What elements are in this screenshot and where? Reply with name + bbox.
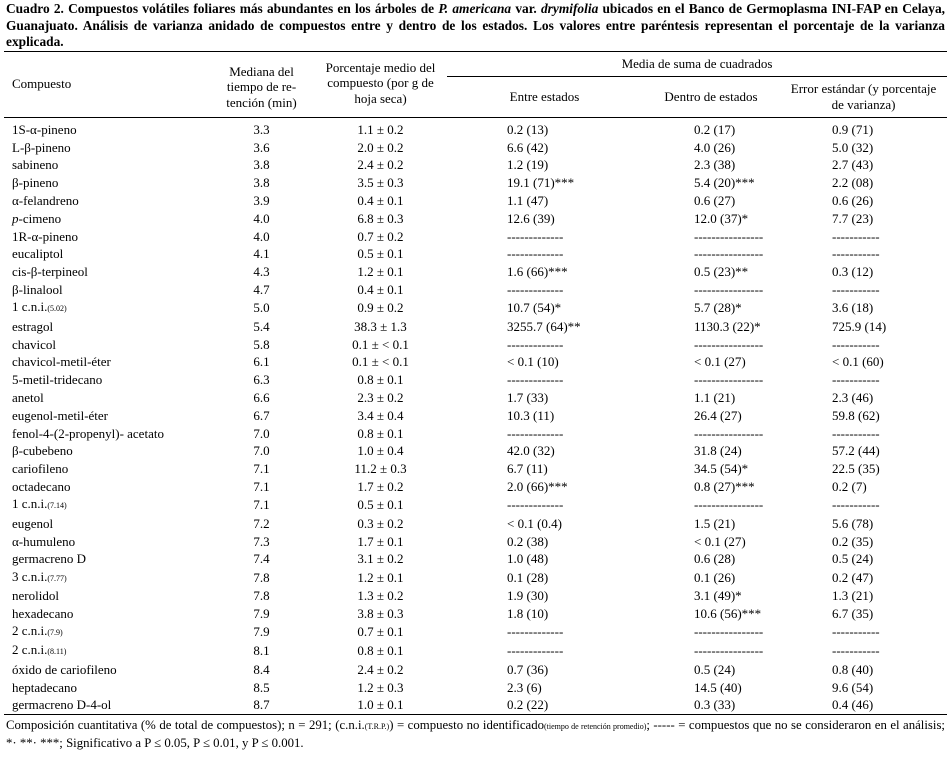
mean-percent: 2.4 ± 0.2: [357, 157, 404, 173]
compound-name-text: heptadecano: [12, 679, 77, 695]
between-states: 0.2 (13): [507, 121, 549, 137]
table-row: [4, 138, 947, 156]
within-states: ----------------: [694, 425, 764, 441]
table-row: [4, 117, 947, 138]
between-states: 0.7 (36): [507, 661, 549, 677]
compound-name: [4, 209, 209, 227]
between-states: 1.6 (66)***: [507, 264, 568, 280]
compound-name: [4, 389, 209, 407]
median-retention-time: 6.3: [253, 372, 270, 388]
median-retention-time: 8.4: [253, 661, 270, 677]
caption-text-3: ubicados en el Banco de Germoplasma INI-FAP en Celaya, Guanajuato. Análisis de varianza anidado de compuestos entre y dentro de los estados. Los valores entre paréntesis representan el porcentaje de la varianza explicada.: [6, 1, 945, 49]
compound-retention-sub: (7.14): [47, 501, 67, 511]
between-states: -------------: [507, 228, 564, 244]
median-retention-time: 6.1: [253, 354, 270, 370]
between-states: 10.7 (54)*: [507, 300, 562, 316]
compound-name: [4, 335, 209, 353]
standard-error: 0.9 (71): [832, 121, 874, 137]
within-states: 5.7 (28)*: [694, 300, 742, 316]
within-states: 12.0 (37)*: [694, 210, 749, 226]
standard-error: 0.2 (7): [832, 479, 867, 495]
compound-name-text: estragol: [12, 318, 54, 334]
compound-name: [4, 660, 209, 678]
compound-name-text: β-linalool: [12, 282, 63, 298]
header-error: Error estándar (y porcentaje de varianza): [780, 76, 947, 117]
within-states: ----------------: [694, 497, 764, 513]
within-states: 4.0 (26): [694, 139, 736, 155]
table-row: [4, 514, 947, 532]
compound-name-text: α-felandreno: [12, 193, 79, 209]
compound-name-rest: -cimeno: [18, 210, 62, 226]
footnote-sub-2: (tiempo de retención promedio): [544, 721, 647, 731]
between-states: -------------: [507, 336, 564, 352]
median-retention-time: 7.0: [253, 425, 270, 441]
standard-error: 0.2 (47): [832, 569, 874, 585]
within-states: 26.4 (27): [694, 407, 742, 423]
within-states: 14.5 (40): [694, 679, 742, 695]
standard-error: 9.6 (54): [832, 679, 874, 695]
compound-name-text: α-humuleno: [12, 533, 76, 549]
within-states: 0.3 (33): [642, 696, 780, 714]
mean-percent: 1.3 ± 0.2: [357, 588, 404, 604]
between-states: 6.6 (42): [507, 139, 549, 155]
standard-error: -----------: [832, 336, 880, 352]
standard-error: < 0.1 (60): [832, 354, 884, 370]
table-row: [4, 227, 947, 245]
table-row: [4, 245, 947, 263]
standard-error: -----------: [832, 497, 880, 513]
between-states: -------------: [507, 246, 564, 262]
table-row: [4, 424, 947, 442]
between-states: -------------: [507, 425, 564, 441]
table-row: [4, 495, 947, 514]
median-retention-time: 7.8: [253, 569, 270, 585]
median-retention-time: 3.6: [253, 139, 270, 155]
footnote-text-3: ; ----- = compuestos que no se consideraron en el análisis; *· **· ***; Significativo a P ≤ 0.05, P ≤ 0.01, y P ≤ 0.001.: [6, 717, 945, 750]
mean-percent: 0.4 ± 0.1: [357, 282, 404, 298]
mean-percent: 1.0 ± 0.4: [357, 443, 404, 459]
median-retention-time: 6.6: [253, 390, 270, 406]
mean-percent: 0.8 ± 0.1: [357, 372, 404, 388]
median-retention-time: 4.7: [253, 282, 270, 298]
compound-name-text: eugenol: [12, 515, 54, 531]
within-states: 34.5 (54)*: [694, 461, 749, 477]
median-retention-time: 3.8: [253, 175, 270, 191]
within-states: 0.6 (27): [694, 193, 736, 209]
compound-name: [4, 317, 209, 335]
table-footnote: [6, 717, 945, 752]
within-states: ----------------: [694, 624, 764, 640]
standard-error: 2.7 (43): [832, 157, 874, 173]
within-states: 0.8 (27)***: [694, 479, 755, 495]
compound-name-text: germacreno D: [12, 551, 86, 567]
mean-percent: 3.5 ± 0.3: [357, 175, 404, 191]
mean-percent: 6.8 ± 0.3: [357, 210, 404, 226]
within-states: 2.3 (38): [694, 157, 736, 173]
compound-name-text: octadecano: [12, 479, 71, 495]
standard-error: 0.3 (12): [832, 264, 874, 280]
mean-percent: 2.3 ± 0.2: [357, 390, 404, 406]
mean-percent: 2.0 ± 0.2: [357, 139, 404, 155]
within-states: 1.1 (21): [694, 390, 736, 406]
compound-name-text: chavicol: [12, 336, 57, 352]
compound-name: [4, 138, 209, 156]
between-states: < 0.1 (0.4): [507, 515, 562, 531]
within-states: ----------------: [694, 282, 764, 298]
compound-name: [4, 192, 209, 210]
table-row: [4, 587, 947, 605]
mean-percent: 0.8 ± 0.1: [357, 425, 404, 441]
standard-error: -----------: [832, 228, 880, 244]
standard-error: -----------: [832, 624, 880, 640]
compound-name: [4, 424, 209, 442]
standard-error: 0.6 (26): [832, 193, 874, 209]
standard-error: -----------: [832, 246, 880, 262]
standard-error: 0.4 (46): [780, 696, 947, 714]
mean-percent: 2.4 ± 0.2: [357, 661, 404, 677]
caption-text-1: Compuestos volátiles foliares más abundantes en los árboles de: [63, 1, 439, 16]
between-states: 1.0 (48): [507, 551, 549, 567]
within-states: 31.8 (24): [694, 443, 742, 459]
compound-name-text: β-cubebeno: [12, 443, 73, 459]
median-retention-time: 8.5: [253, 679, 270, 695]
mean-percent: 0.3 ± 0.2: [357, 515, 404, 531]
mean-percent: 0.1 ± < 0.1: [352, 336, 409, 352]
table-row: [4, 532, 947, 550]
table-row: [4, 478, 947, 496]
median-retention-time: 5.8: [253, 336, 270, 352]
compound-name-text: eucaliptol: [12, 246, 64, 262]
caption-text-2: var.: [511, 1, 541, 16]
median-retention-time: 4.1: [253, 246, 270, 262]
table-row: [4, 442, 947, 460]
compound-name-text: 3 c.n.i.: [12, 568, 48, 584]
median-retention-time: 6.7: [253, 407, 270, 423]
mean-percent: 1.7 ± 0.1: [357, 533, 404, 549]
standard-error: 7.7 (23): [832, 210, 874, 226]
table-row: [4, 371, 947, 389]
standard-error: 1.3 (21): [832, 588, 874, 604]
between-states: < 0.1 (10): [507, 354, 559, 370]
compound-name-text: 1 c.n.i.: [12, 299, 48, 315]
between-states: -------------: [507, 282, 564, 298]
mean-percent: 0.7 ± 0.2: [357, 228, 404, 244]
compound-retention-sub: (8.11): [47, 647, 67, 657]
compound-retention-sub: (5.02): [47, 304, 67, 314]
table-row: [4, 263, 947, 281]
compound-name-text: óxido de cariofileno: [12, 661, 117, 677]
compound-name: [4, 406, 209, 424]
compound-name-prefix: p: [12, 210, 19, 226]
mean-percent: 0.7 ± 0.1: [357, 624, 404, 640]
compound-name-text: sabineno: [12, 157, 59, 173]
mean-percent: 38.3 ± 1.3: [354, 318, 407, 334]
median-retention-time: 7.4: [253, 551, 270, 567]
header-percent: Porcentaje medio del compuesto (por g de hoja seca): [314, 51, 447, 117]
compound-name: [4, 460, 209, 478]
between-states: 0.1 (28): [507, 569, 549, 585]
median-retention-time: 4.0: [253, 228, 270, 244]
header-compound: Compuesto: [4, 51, 209, 117]
between-states: 2.0 (66)***: [507, 479, 568, 495]
mean-percent: 0.8 ± 0.1: [357, 643, 404, 659]
compound-name: [4, 245, 209, 263]
mean-percent: 1.0 ± 0.1: [314, 696, 447, 714]
median-retention-time: 3.9: [253, 193, 270, 209]
within-states: < 0.1 (27): [694, 354, 746, 370]
within-states: ----------------: [694, 228, 764, 244]
between-states: 42.0 (32): [507, 443, 555, 459]
table-body: [4, 117, 947, 714]
table-row: [4, 389, 947, 407]
between-states: -------------: [507, 624, 564, 640]
median-retention-time: 3.3: [253, 121, 270, 137]
table-row: [4, 605, 947, 623]
compound-name: [4, 227, 209, 245]
standard-error: 22.5 (35): [832, 461, 880, 477]
within-states: 0.6 (28): [694, 551, 736, 567]
compound-name-text: nerolidol: [12, 588, 59, 604]
compound-name: [4, 478, 209, 496]
compound-name: [4, 514, 209, 532]
header-median: Mediana del tiempo de re-tención (min): [209, 51, 314, 117]
table-row: [4, 568, 947, 587]
header-between: Entre estados: [447, 76, 642, 117]
compound-retention-sub: (7.77): [47, 573, 67, 583]
median-retention-time: 3.8: [253, 157, 270, 173]
compound-name: [4, 568, 209, 587]
between-states: 1.1 (47): [507, 193, 549, 209]
standard-error: 59.8 (62): [832, 407, 880, 423]
standard-error: 2.2 (08): [832, 175, 874, 191]
between-states: 0.2 (38): [507, 533, 549, 549]
mean-percent: 3.4 ± 0.4: [357, 407, 404, 423]
within-states: 0.2 (17): [694, 121, 736, 137]
between-states: 12.6 (39): [507, 210, 555, 226]
standard-error: 6.7 (35): [832, 606, 874, 622]
compound-name: [4, 696, 209, 714]
caption-species: P. americana: [438, 1, 512, 16]
between-states: 0.2 (22): [447, 696, 642, 714]
within-states: 0.5 (24): [694, 661, 736, 677]
within-states: 1130.3 (22)*: [694, 318, 761, 334]
mean-percent: 1.2 ± 0.1: [357, 264, 404, 280]
between-states: -------------: [507, 372, 564, 388]
compound-name-text: anetol: [12, 390, 44, 406]
table-row: [4, 281, 947, 299]
mean-percent: 0.4 ± 0.1: [357, 193, 404, 209]
median-retention-time: 7.9: [253, 624, 270, 640]
between-states: 19.1 (71)***: [507, 175, 575, 191]
mean-percent: 11.2 ± 0.3: [354, 461, 407, 477]
compound-name-text: 1R-α-pineno: [12, 228, 79, 244]
caption-label: Cuadro 2.: [6, 1, 64, 16]
within-states: ----------------: [694, 372, 764, 388]
compound-name-text: 2 c.n.i.: [12, 623, 48, 639]
between-states: 10.3 (11): [507, 407, 555, 423]
mean-percent: 1.1 ± 0.2: [357, 121, 404, 137]
table-row: [4, 317, 947, 335]
mean-percent: 1.7 ± 0.2: [357, 479, 404, 495]
compound-name-text: cariofileno: [12, 461, 69, 477]
between-states: 1.8 (10): [507, 606, 549, 622]
compound-name: [4, 371, 209, 389]
mean-percent: 3.8 ± 0.3: [357, 606, 404, 622]
within-states: 0.5 (23)**: [694, 264, 749, 280]
median-retention-time: 7.1: [253, 479, 270, 495]
within-states: 5.4 (20)***: [694, 175, 755, 191]
compound-name: [4, 298, 209, 317]
table-row: [4, 156, 947, 174]
within-states: 0.1 (26): [694, 569, 736, 585]
table-row: [4, 174, 947, 192]
compound-name: [4, 495, 209, 514]
between-states: 3255.7 (64)**: [507, 318, 581, 334]
median-retention-time: 7.9: [253, 606, 270, 622]
within-states: < 0.1 (27): [694, 533, 746, 549]
standard-error: 5.6 (78): [832, 515, 874, 531]
median-retention-time: 8.7: [209, 696, 314, 714]
compound-name: [4, 678, 209, 696]
table-row: [4, 192, 947, 210]
table-row: [4, 353, 947, 371]
between-states: 1.9 (30): [507, 588, 549, 604]
standard-error: 5.0 (32): [832, 139, 874, 155]
mean-percent: 3.1 ± 0.2: [357, 551, 404, 567]
within-states: 1.5 (21): [694, 515, 736, 531]
mean-percent: 0.1 ± < 0.1: [352, 354, 409, 370]
mean-percent: 1.2 ± 0.3: [357, 679, 404, 695]
compound-name: [4, 641, 209, 660]
standard-error: 2.3 (46): [832, 390, 874, 406]
median-retention-time: 5.4: [253, 318, 270, 334]
median-retention-time: 7.0: [253, 443, 270, 459]
between-states: 1.2 (19): [507, 157, 549, 173]
mean-percent: 0.5 ± 0.1: [357, 246, 404, 262]
median-retention-time: 7.8: [253, 588, 270, 604]
compound-name-text: β-pineno: [12, 175, 59, 191]
mean-percent: 1.2 ± 0.1: [357, 569, 404, 585]
table-row: [4, 660, 947, 678]
compound-name: [4, 532, 209, 550]
footnote-text-1: Composición cuantitativa (% de total de compuestos); n = 291; (c.n.i.: [6, 717, 365, 732]
mean-percent: 0.9 ± 0.2: [357, 300, 404, 316]
median-retention-time: 8.1: [253, 643, 270, 659]
compound-name-text: 1S-α-pineno: [12, 121, 77, 137]
compound-name-text: cis-β-terpineol: [12, 264, 88, 280]
between-states: 1.7 (33): [507, 390, 549, 406]
footnote-sub-1: (T.R.P.): [364, 721, 390, 731]
standard-error: 3.6 (18): [832, 300, 874, 316]
table-row: [4, 406, 947, 424]
median-retention-time: 4.0: [253, 210, 270, 226]
between-states: -------------: [507, 643, 564, 659]
median-retention-time: 7.3: [253, 533, 270, 549]
compound-name-text: hexadecano: [12, 606, 74, 622]
standard-error: 0.8 (40): [832, 661, 874, 677]
compound-name: [4, 353, 209, 371]
compounds-table: [4, 51, 947, 715]
within-states: 10.6 (56)***: [694, 606, 762, 622]
within-states: ----------------: [694, 643, 764, 659]
median-retention-time: 7.2: [253, 515, 270, 531]
document-page: [0, 1, 951, 776]
standard-error: -----------: [832, 372, 880, 388]
between-states: -------------: [507, 497, 564, 513]
table-row: [4, 298, 947, 317]
standard-error: -----------: [832, 282, 880, 298]
table-caption: [6, 1, 945, 51]
compound-name: [4, 117, 209, 138]
median-retention-time: 7.1: [253, 497, 270, 513]
footnote-text-2: ) = compuesto no identificado: [389, 717, 544, 732]
median-retention-time: 4.3: [253, 264, 270, 280]
standard-error: 725.9 (14): [832, 318, 887, 334]
compound-name: [4, 263, 209, 281]
compound-name-text: 2 c.n.i.: [12, 642, 48, 658]
compound-name-text: L-β-pineno: [12, 139, 71, 155]
table-row: [4, 550, 947, 568]
header-within: Dentro de estados: [642, 76, 780, 117]
compound-name: [4, 174, 209, 192]
within-states: ----------------: [694, 246, 764, 262]
standard-error: 57.2 (44): [832, 443, 880, 459]
table-row: [4, 209, 947, 227]
standard-error: 0.5 (24): [832, 551, 874, 567]
compound-name: [4, 605, 209, 623]
table-row: [4, 641, 947, 660]
table-row: [4, 460, 947, 478]
compound-name: [4, 550, 209, 568]
compound-name-text: fenol-4-(2-propenyl)- acetato: [12, 425, 164, 441]
within-states: 3.1 (49)*: [694, 588, 742, 604]
compound-name-text: 5-metil-tridecano: [12, 372, 103, 388]
within-states: ----------------: [694, 336, 764, 352]
compound-retention-sub: (7.9): [47, 628, 63, 638]
compound-name-text: 1 c.n.i.: [12, 496, 48, 512]
standard-error: -----------: [832, 643, 880, 659]
header-msc: Media de suma de cuadrados: [447, 51, 947, 76]
compound-name: [4, 281, 209, 299]
mean-percent: 0.5 ± 0.1: [357, 497, 404, 513]
standard-error: -----------: [832, 425, 880, 441]
table-row: [4, 335, 947, 353]
table-row: [4, 622, 947, 641]
compound-name-text: chavicol-metil-éter: [12, 354, 111, 370]
compound-name: [4, 442, 209, 460]
table-row: [4, 678, 947, 696]
median-retention-time: 5.0: [253, 300, 270, 316]
standard-error: 0.2 (35): [832, 533, 874, 549]
compound-name: [4, 622, 209, 641]
compound-name: [4, 587, 209, 605]
compound-name-text: germacreno D-4-ol: [12, 697, 112, 713]
caption-variety: drymifolia: [540, 1, 599, 16]
median-retention-time: 7.1: [253, 461, 270, 477]
table-row: [4, 696, 947, 714]
compound-name-text: eugenol-metil-éter: [12, 407, 109, 423]
between-states: 6.7 (11): [507, 461, 548, 477]
compound-name: [4, 156, 209, 174]
between-states: 2.3 (6): [507, 679, 542, 695]
